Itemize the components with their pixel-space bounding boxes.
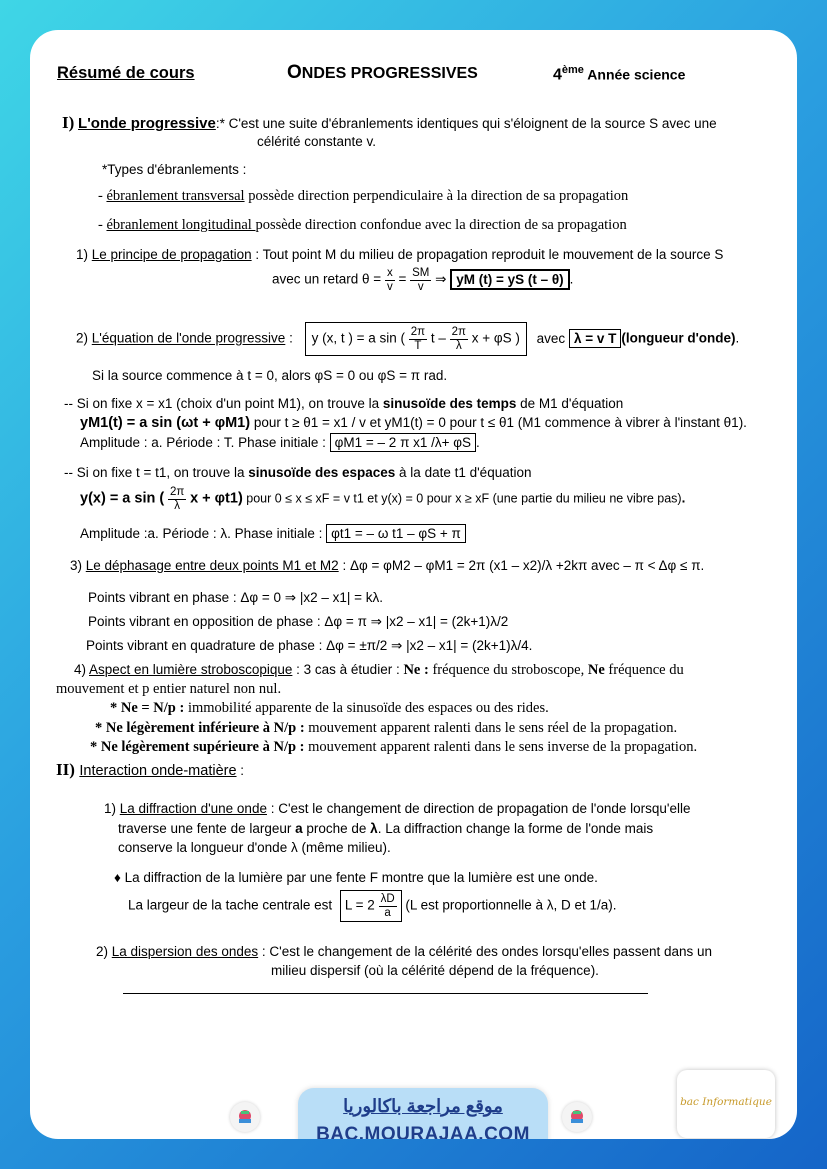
type-longitudinal: - ébranlement longitudinal possède direction confondue avec la direction de sa propagation [98, 217, 627, 233]
equation-line: 2) L'équation de l'onde progressive : y (x, t ) = a sin ( $\frac{2\pi}{T}$ t – $\frac{2\pi}{\lambda}$ x + φS ) avec λ = v T (longueur d'onde). [76, 322, 739, 356]
phase-m1-box: φM1 = – 2 π x1 /λ+ φS [330, 433, 476, 452]
principle-line: 1) Le principe de propagation : Tout point M du milieu de propagation reproduit le mouvement de la source S [76, 247, 724, 262]
central-spot-box: L = 2 $\frac{\lambda D}{a}$ [340, 890, 402, 922]
space-sinusoid-line-2: y(x) = a sin ( $\frac{2\pi}{\lambda}$ x + φt1) pour 0 ≤ x ≤ xF = v t1 et y(x) = 0 pour x ≥ xF (une partie du milieu ne vibre pas). [80, 486, 686, 512]
quadrature-phase: Points vibrant en quadrature de phase : Δφ = ±π/2 ⇒ |x2 – x1| = (2k+1)λ/4. [86, 638, 533, 653]
dispersion-line-1: 2) La dispersion des ondes : C'est le changement de la célérité des ondes lorsqu'elles passent dans un [96, 944, 713, 959]
space-sinusoid-line-1: -- Si on fixe t = t1, on trouve la sinusoïde des espaces à la date t1 d'équation [64, 465, 532, 480]
site-logo[interactable] [298, 1088, 548, 1139]
site-logo-arabic: موقع مراجعة باكالوريا [343, 1096, 503, 1116]
central-spot-line: La largeur de la tache centrale est L = 2 $\frac{\lambda D}{a}$ (L est proportionnelle à λ, D et 1/a). [128, 890, 617, 922]
time-sinusoid-line-3: Amplitude : a. Période : T. Phase initiale : φM1 = – 2 π x1 /λ+ φS . [80, 435, 480, 450]
time-sinusoid-line-2: yM1(t) = a sin (ωt + φM1) pour t ≥ θ1 = x1 / v et yM1(t) = 0 pour t ≤ θ1 (M1 commence à vibrer à l'instant θ1). [80, 415, 747, 431]
section-2-heading: II) Interaction onde-matière : [56, 760, 245, 779]
dephasage-line: 3) Le déphasage entre deux points M1 et M2 : Δφ = φM2 – φM1 = 2π (x1 – x2)/λ +2kπ avec – π < Δφ ≤ π. [70, 558, 705, 573]
strobe-line-1: 4) Aspect en lumière stroboscopique : 3 cas à étudier : Ne : fréquence du stroboscope, Ne fréquence du [74, 662, 684, 678]
source-phase: Si la source commence à t = 0, alors φS = 0 ou φS = π rad. [92, 368, 448, 383]
type-transversal: - ébranlement transversal possède direction perpendiculaire à la direction de sa propagation [98, 188, 629, 204]
diffraction-line-3: conserve la longueur d'onde λ (même milieu). [118, 840, 391, 855]
bac-informatique-logo: bac Informatique [677, 1070, 775, 1138]
retard-formula: avec un retard θ = $\frac{x}{v}$ = $\frac{SM}{v}$ ⇒ yM (t) = yS (t – θ) . [272, 267, 574, 293]
space-sinusoid-line-3: Amplitude :a. Période : λ. Phase initiale : φt1 = – ω t1 – φS + π [80, 526, 466, 541]
site-logo-url: BAC.MOURAJAA.COM [316, 1124, 530, 1139]
header-level: 4ème Année science [553, 64, 686, 84]
diffraction-light: ♦ La diffraction de la lumière par une fente F montre que la lumière est une onde. [114, 870, 598, 885]
dispersion-line-2: milieu dispersif (où la célérité dépend de la fréquence). [271, 963, 599, 978]
opposition-phase: Points vibrant en opposition de phase : Δφ = π ⇒ |x2 – x1| = (2k+1)λ/2 [88, 614, 509, 629]
phase-t1-box: φt1 = – ω t1 – φS + π [326, 524, 466, 543]
strobe-case-3: * Ne légèrement supérieure à N/p : mouvement apparent ralenti dans le sens inverse de la propagation. [90, 739, 698, 755]
header-title: ONDES PROGRESSIVES [287, 62, 478, 83]
lambda-box: λ = v T [569, 329, 621, 348]
wave-equation-box: y (x, t ) = a sin ( $\frac{2\pi}{T}$ t – $\frac{2\pi}{\lambda}$ x + φS ) [305, 322, 527, 356]
document-page [30, 30, 797, 1139]
time-sinusoid-line-1: -- Si on fixe x = x1 (choix d'un point M1), on trouve la sinusoïde des temps de M1 d'équation [64, 396, 624, 411]
in-phase: Points vibrant en phase : Δφ = 0 ⇒ |x2 – x1| = kλ. [88, 590, 383, 605]
header-left: Résumé de cours [57, 64, 195, 82]
end-divider [123, 993, 648, 994]
small-logo-right [562, 1102, 592, 1132]
section-1-heading: I) L'onde progressive:* C'est une suite d'ébranlements identiques qui s'éloignent de la source S avec une [62, 113, 717, 132]
strobe-line-2: mouvement et p entier naturel non nul. [56, 681, 282, 697]
diffraction-line-1: 1) La diffraction d'une onde : C'est le changement de direction de propagation de l'onde lorsqu'elle [104, 801, 691, 816]
types-heading: *Types d'ébranlements : [102, 162, 247, 177]
diffraction-line-2: traverse une fente de largeur a proche de λ. La diffraction change la forme de l'onde mais [118, 821, 654, 836]
small-logo-left [230, 1102, 260, 1132]
retard-box: yM (t) = yS (t – θ) [450, 269, 569, 290]
strobe-case-1: * Ne = N/p : immobilité apparente de la sinusoïde des espaces ou des rides. [110, 700, 549, 716]
def-line-2: célérité constante v. [257, 134, 377, 149]
strobe-case-2: * Ne légèrement inférieure à N/p : mouvement apparent ralenti dans le sens réel de la propagation. [95, 720, 678, 736]
